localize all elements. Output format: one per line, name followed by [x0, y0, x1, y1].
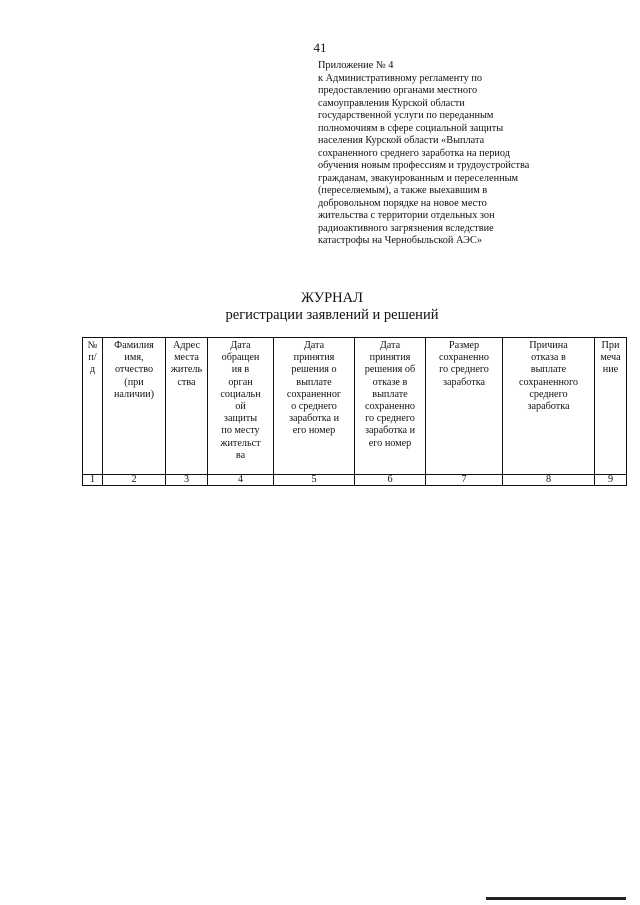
header-line: отказе в — [372, 376, 408, 388]
header-cell-refusal-decision — [355, 338, 426, 475]
header-line: При — [601, 340, 620, 351]
header-line: го среднего — [439, 364, 489, 376]
header-cell-amount — [426, 338, 503, 475]
header-line: среднего — [529, 388, 568, 400]
header-line: сохраненного — [518, 376, 579, 388]
header-cell-full-name — [103, 338, 166, 475]
header-cell-address — [166, 338, 208, 475]
appendix-note — [318, 60, 548, 248]
table-header-row — [83, 338, 627, 475]
header-line: принятия — [369, 352, 411, 364]
header-cell-number — [83, 338, 103, 475]
header-line: ства — [177, 376, 196, 388]
scan-edge-mark — [486, 897, 626, 900]
header-cell-payment-decision — [274, 338, 355, 475]
column-number-cell: 7 — [426, 475, 503, 486]
page-number: 41 — [313, 40, 327, 55]
appendix-line: обучения новым профессиям и трудоустройства — [318, 160, 530, 171]
header-line: места — [174, 352, 199, 364]
header-line: п/ — [88, 352, 97, 364]
column-number-cell: 4 — [208, 475, 274, 486]
header-line: Адрес — [173, 340, 200, 351]
appendix-line: жительства с территории отдельных зон — [318, 210, 495, 221]
header-line: его номер — [368, 437, 412, 449]
header-line: заработка — [527, 401, 570, 413]
header-line: по месту — [221, 425, 260, 437]
header-line: защиты — [223, 413, 258, 425]
header-line: решения о — [291, 364, 337, 376]
appendix-line: добровольном порядке на новое место — [318, 197, 487, 209]
appendix-line: полномочиям в сфере социальной защиты — [318, 122, 504, 134]
header-line: го среднего — [365, 413, 415, 425]
table-number-row — [83, 475, 627, 486]
header-line: ва — [235, 449, 246, 461]
header-line: орган — [228, 376, 253, 388]
header-line: № — [87, 340, 98, 351]
header-cell-refusal-reason — [503, 338, 595, 475]
header-line: решения об — [364, 364, 416, 376]
header-line: выплате — [296, 376, 332, 388]
header-line: (при — [124, 376, 144, 388]
header-line: отчество — [114, 364, 154, 376]
header-line: выплате — [372, 388, 408, 400]
header-line: заработка и — [364, 425, 416, 437]
header-line: д — [89, 364, 96, 376]
header-line: ия в — [231, 364, 250, 376]
column-number-cell: 5 — [274, 475, 355, 486]
header-line: отказа в — [531, 352, 566, 364]
column-number-cell: 2 — [103, 475, 166, 486]
header-line: Дата — [303, 340, 325, 351]
column-number-cell: 9 — [595, 475, 627, 486]
journal-title: ЖУРНАЛ — [301, 290, 363, 306]
appendix-line: государственной услуги по переданным — [318, 110, 494, 121]
header-line: житель — [170, 364, 203, 376]
appendix-line: самоуправления Курской области — [318, 97, 465, 109]
header-line: сохраненно — [364, 401, 416, 413]
header-line: наличии) — [113, 388, 155, 400]
header-line: жительст — [220, 437, 261, 449]
header-line: его номер — [292, 425, 336, 437]
header-cell-note — [595, 338, 627, 475]
header-line: заработка и — [288, 413, 340, 425]
column-number-cell: 6 — [355, 475, 426, 486]
header-line: Дата — [379, 340, 401, 351]
journal-subtitle: регистрации заявлений и решений — [225, 307, 439, 323]
appendix-line: населения Курской области «Выплата — [318, 135, 485, 146]
column-number-cell: 8 — [503, 475, 595, 486]
header-cell-application-date — [208, 338, 274, 475]
appendix-line: сохраненного среднего заработка на период — [318, 147, 511, 159]
column-number-cell: 1 — [83, 475, 103, 486]
registration-journal-table — [82, 337, 627, 486]
column-number-cell: 3 — [166, 475, 208, 486]
appendix-line: катастрофы на Чернобыльской АЭС» — [318, 235, 482, 246]
header-line: Размер — [448, 340, 480, 351]
appendix-line: гражданам, эвакуированным и переселенным — [318, 172, 519, 184]
header-line: имя, — [124, 352, 144, 364]
header-line: Причина — [529, 340, 568, 351]
header-line: сохраненног — [286, 388, 342, 400]
appendix-line: (переселяемым), а также выехавшим в — [318, 185, 488, 196]
header-line: о среднего — [291, 401, 337, 413]
appendix-line: предоставлению органами местного — [318, 85, 478, 96]
header-line: сохраненно — [438, 352, 490, 364]
header-line: Фамилия — [114, 340, 154, 351]
header-line: выплате — [530, 364, 567, 376]
header-line: принятия — [293, 352, 335, 364]
header-line: Дата — [230, 340, 251, 351]
header-line: обращен — [221, 352, 260, 364]
header-line: ние — [602, 364, 619, 376]
header-line: меча — [600, 352, 621, 364]
header-line: социальн — [220, 388, 261, 400]
appendix-line: радиоактивного загрязнения вследствие — [318, 222, 494, 234]
appendix-line: Приложение № 4 — [318, 60, 394, 71]
appendix-line: к Административному регламенту по — [318, 72, 482, 84]
header-line: ой — [235, 401, 246, 413]
header-line: заработка — [442, 376, 486, 388]
